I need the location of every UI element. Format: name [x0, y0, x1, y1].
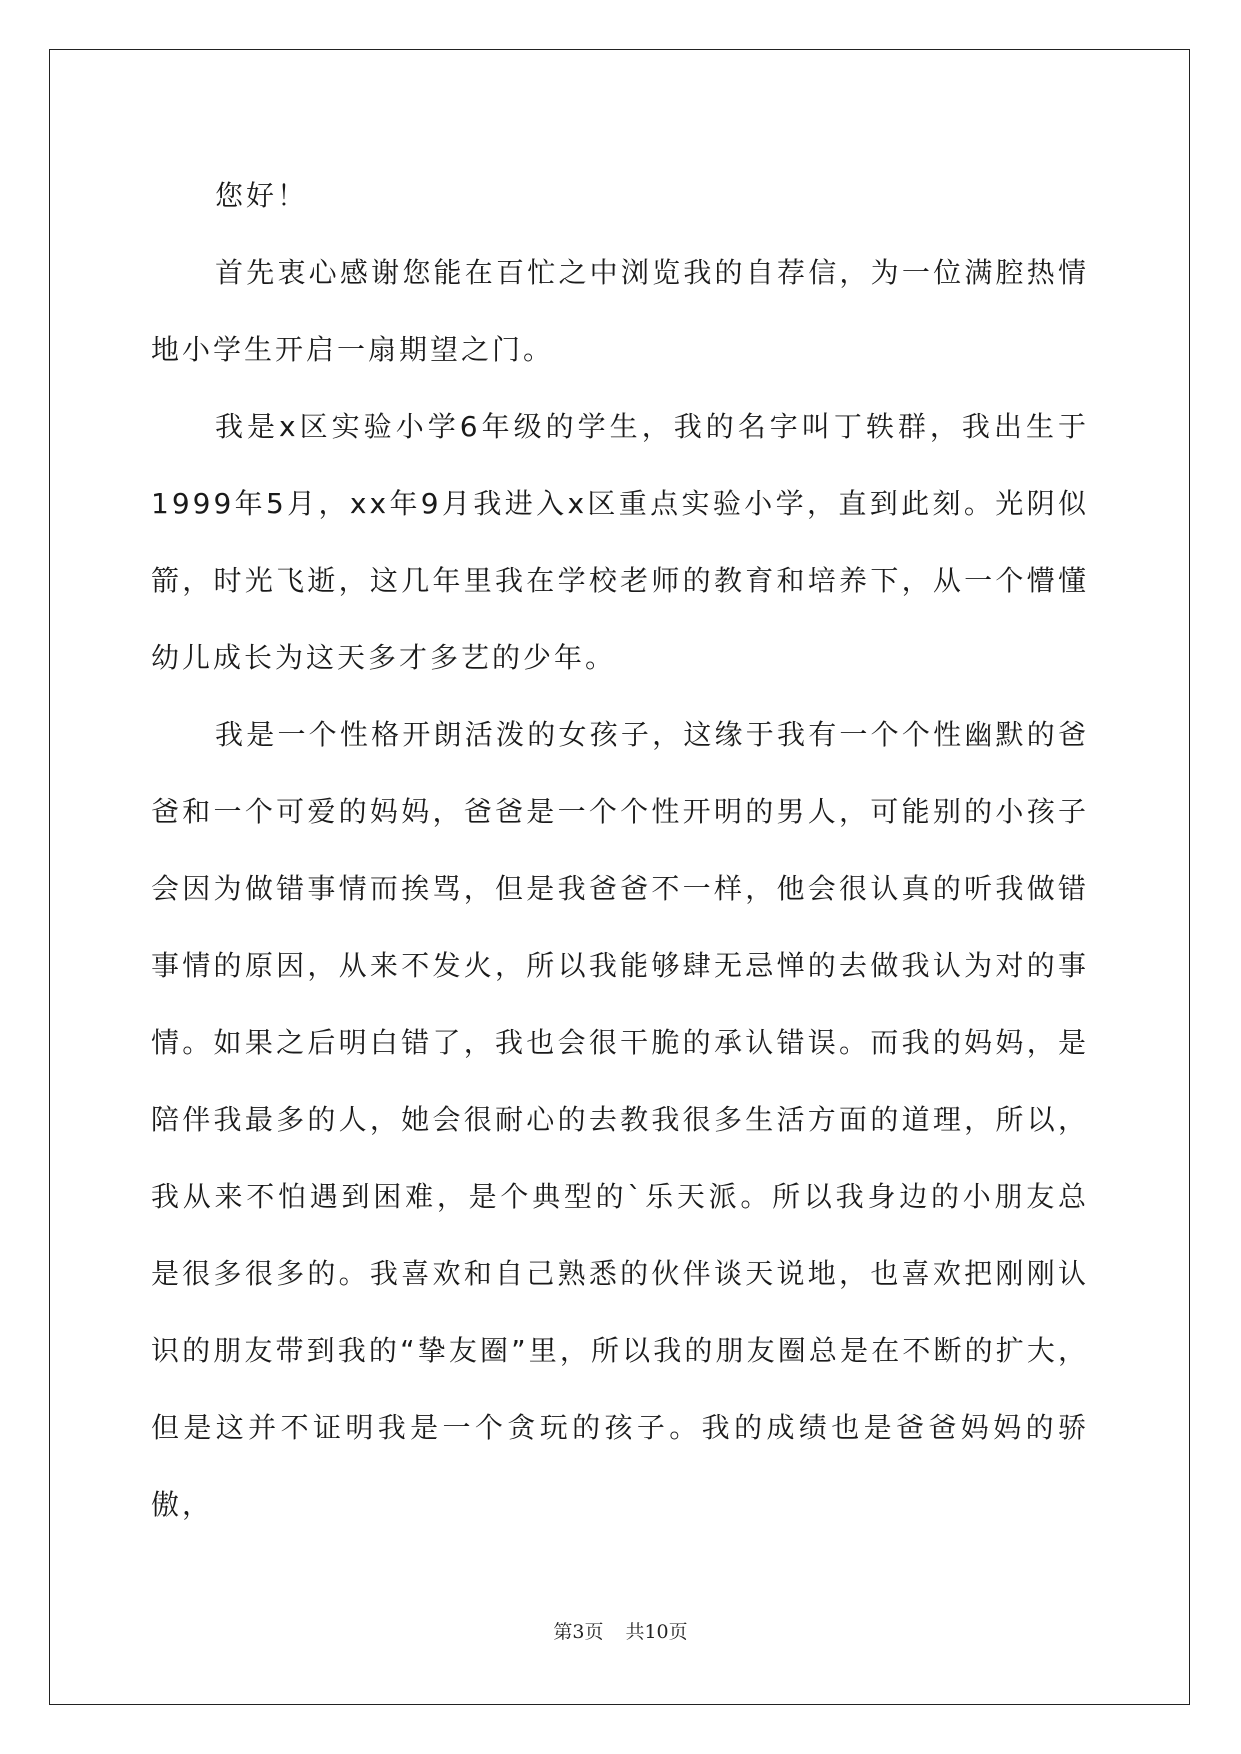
body-paragraph: 我是一个性格开朗活泼的女孩子，这缘于我有一个个性幽默的爸爸和一个可爱的妈妈，爸爸是一个个性开明的男人，可能别的小孩子会因为做错事情而挨骂，但是我爸爸不一样，他会很认真的听我做错事情的原因，从来不发火，所以我能够肆无忌惮的去做我认为对的事情。如果之后明白错了，我也会很干脆的承认错误。而我的妈妈，是陪伴我最多的人，她会很耐心的去教我很多生活方面的道理，所以，我从来不怕遇到困难，是个典型的`乐天派。所以我身边的小朋友总是很多很多的。我喜欢和自己熟悉的伙伴谈天说地，也喜欢把刚刚认识的朋友带到我的“挚友圈”里，所以我的朋友圈总是在不断的扩大，但是这并不证明我是一个贪玩的孩子。我的成绩也是爸爸妈妈的骄傲，: [151, 718, 1089, 1521]
page-total: 共10页: [625, 1621, 688, 1643]
page-number: 第3页: [553, 1621, 604, 1643]
greeting-paragraph: 您好！: [215, 179, 309, 212]
letter-body: [151, 157, 1089, 1543]
body-paragraph: 我是x区实验小学6年级的学生，我的名字叫丁轶群，我出生于1999年5月，xx年9月我进入x区重点实验小学，直到此刻。光阴似箭，时光飞逝，这几年里我在学校老师的教育和培养下，从一个懵懂幼儿成长为这天多才多艺的少年。: [151, 410, 1089, 674]
page-footer: [0, 1617, 1241, 1644]
body-paragraph: 首先衷心感谢您能在百忙之中浏览我的自荐信，为一位满腔热情地小学生开启一扇期望之门。: [151, 256, 1089, 366]
